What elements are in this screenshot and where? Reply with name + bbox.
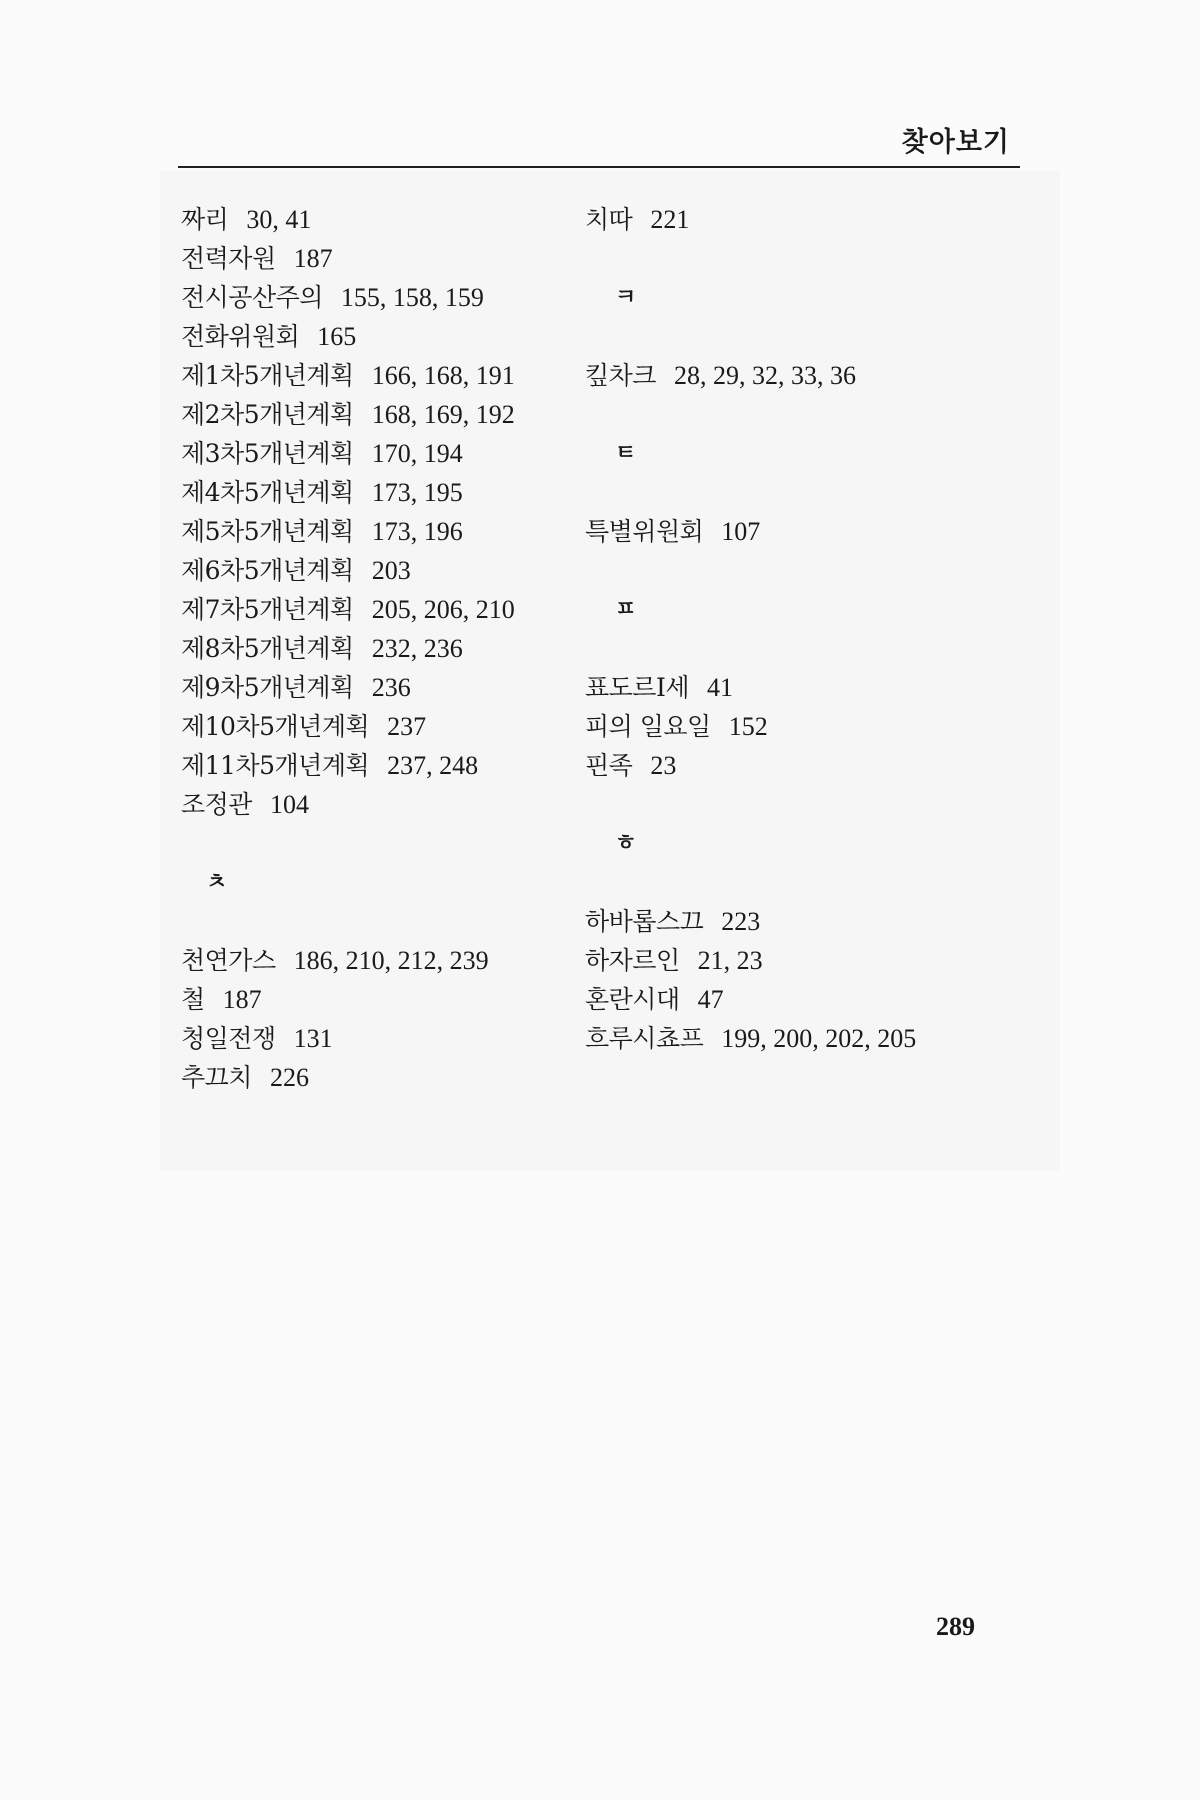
index-term: 치따 — [585, 205, 633, 234]
index-pages: 203 — [371, 556, 411, 585]
index-term: 청일전쟁 — [181, 1024, 276, 1053]
spacer — [585, 317, 916, 356]
index-entry — [181, 395, 515, 434]
index-term: 추끄치 — [181, 1063, 252, 1092]
index-pages: 152 — [728, 712, 768, 741]
index-entry — [585, 668, 916, 707]
section-letter: ㅊ — [206, 870, 228, 895]
spacer — [585, 629, 916, 668]
index-pages: 166, 168, 191 — [371, 361, 515, 390]
index-pages: 187 — [293, 244, 333, 273]
index-pages: 131 — [293, 1024, 333, 1053]
index-pages: 30, 41 — [246, 205, 312, 234]
spacer — [585, 239, 916, 278]
index-entry — [585, 512, 916, 551]
index-term: 혼란시대 — [585, 985, 680, 1014]
index-pages: 236 — [371, 673, 411, 702]
index-entry — [181, 278, 515, 317]
index-term: 제6차5개년계획 — [181, 556, 354, 585]
index-pages: 205, 206, 210 — [371, 595, 515, 624]
index-pages: 221 — [650, 205, 690, 234]
index-pages: 186, 210, 212, 239 — [293, 946, 489, 975]
index-term: 킾차크 — [585, 361, 656, 390]
index-entry — [181, 473, 515, 512]
index-entry — [181, 746, 515, 785]
index-term: 전화위원회 — [181, 322, 300, 351]
index-pages: 237, 248 — [387, 751, 479, 780]
index-pages: 107 — [721, 517, 761, 546]
index-entry — [181, 590, 515, 629]
section-letter: ㅍ — [615, 597, 637, 622]
index-entry — [585, 1019, 916, 1058]
index-term: 하바롭스끄 — [585, 907, 704, 936]
section-letter: ㅎ — [615, 831, 637, 856]
index-entry — [181, 941, 515, 980]
index-term: 짜리 — [181, 205, 229, 234]
index-entry — [181, 668, 515, 707]
index-entry — [181, 434, 515, 473]
spacer — [585, 551, 916, 590]
index-entry — [181, 317, 515, 356]
index-term: 피의 일요일 — [585, 712, 711, 741]
index-entry — [181, 980, 515, 1019]
index-column-left — [181, 200, 515, 1097]
index-entry — [181, 629, 515, 668]
spacer — [585, 473, 916, 512]
index-pages: 226 — [269, 1063, 309, 1092]
index-entry — [181, 551, 515, 590]
index-pages: 223 — [721, 907, 761, 936]
header-rule — [178, 166, 1020, 168]
index-pages: 165 — [317, 322, 357, 351]
index-pages: 104 — [269, 790, 309, 819]
index-term: 전력자원 — [181, 244, 276, 273]
index-entry — [585, 902, 916, 941]
spacer — [181, 824, 515, 863]
index-pages: 187 — [222, 985, 262, 1014]
index-entry — [181, 356, 515, 395]
index-term: 핀족 — [585, 751, 633, 780]
index-pages: 41 — [706, 673, 733, 702]
index-pages: 23 — [650, 751, 677, 780]
index-entry — [585, 941, 916, 980]
index-term: 제10차5개년계획 — [181, 712, 370, 741]
index-term: 제9차5개년계획 — [181, 673, 354, 702]
section-letter: ㅌ — [615, 441, 637, 466]
index-term: 조정관 — [181, 790, 252, 819]
index-term: 흐루시쵸프 — [585, 1024, 704, 1053]
index-entry — [181, 512, 515, 551]
index-entry — [181, 200, 515, 239]
index-term: 제3차5개년계획 — [181, 439, 354, 468]
index-pages: 170, 194 — [371, 439, 463, 468]
index-pages: 21, 23 — [697, 946, 763, 975]
index-entry — [585, 980, 916, 1019]
index-entry — [181, 1019, 515, 1058]
index-pages: 199, 200, 202, 205 — [721, 1024, 917, 1053]
index-pages: 173, 195 — [371, 478, 463, 507]
index-entry — [585, 356, 916, 395]
running-header-title: 찾아보기 — [901, 127, 1010, 158]
index-entry — [585, 200, 916, 239]
section-letter: ㅋ — [615, 285, 637, 310]
index-term: 천연가스 — [181, 946, 276, 975]
spacer — [585, 863, 916, 902]
index-term: 표도르Ⅰ세 — [585, 673, 689, 702]
spacer — [585, 785, 916, 824]
index-entry — [181, 785, 515, 824]
index-term: 철 — [181, 985, 205, 1014]
index-term: 제7차5개년계획 — [181, 595, 354, 624]
index-pages: 237 — [387, 712, 427, 741]
index-term: 제11차5개년계획 — [181, 751, 370, 780]
index-term: 특별위원회 — [585, 517, 704, 546]
index-pages: 232, 236 — [371, 634, 463, 663]
index-pages: 168, 169, 192 — [371, 400, 515, 429]
index-term: 제4차5개년계획 — [181, 478, 354, 507]
index-pages: 28, 29, 32, 33, 36 — [673, 361, 856, 390]
index-entry — [585, 707, 916, 746]
page-number: 289 — [936, 1612, 975, 1641]
index-pages: 173, 196 — [371, 517, 463, 546]
index-entry — [181, 707, 515, 746]
spacer — [181, 902, 515, 941]
index-term: 전시공산주의 — [181, 283, 323, 312]
index-pages: 155, 158, 159 — [340, 283, 484, 312]
index-term: 제5차5개년계획 — [181, 517, 354, 546]
index-entry — [181, 1058, 515, 1097]
index-entry — [181, 239, 515, 278]
index-term: 제8차5개년계획 — [181, 634, 354, 663]
index-pages: 47 — [697, 985, 724, 1014]
spacer — [585, 395, 916, 434]
index-entry — [585, 746, 916, 785]
index-term: 제2차5개년계획 — [181, 400, 354, 429]
index-term: 제1차5개년계획 — [181, 361, 354, 390]
index-column-right — [585, 200, 916, 1058]
index-term: 하자르인 — [585, 946, 680, 975]
